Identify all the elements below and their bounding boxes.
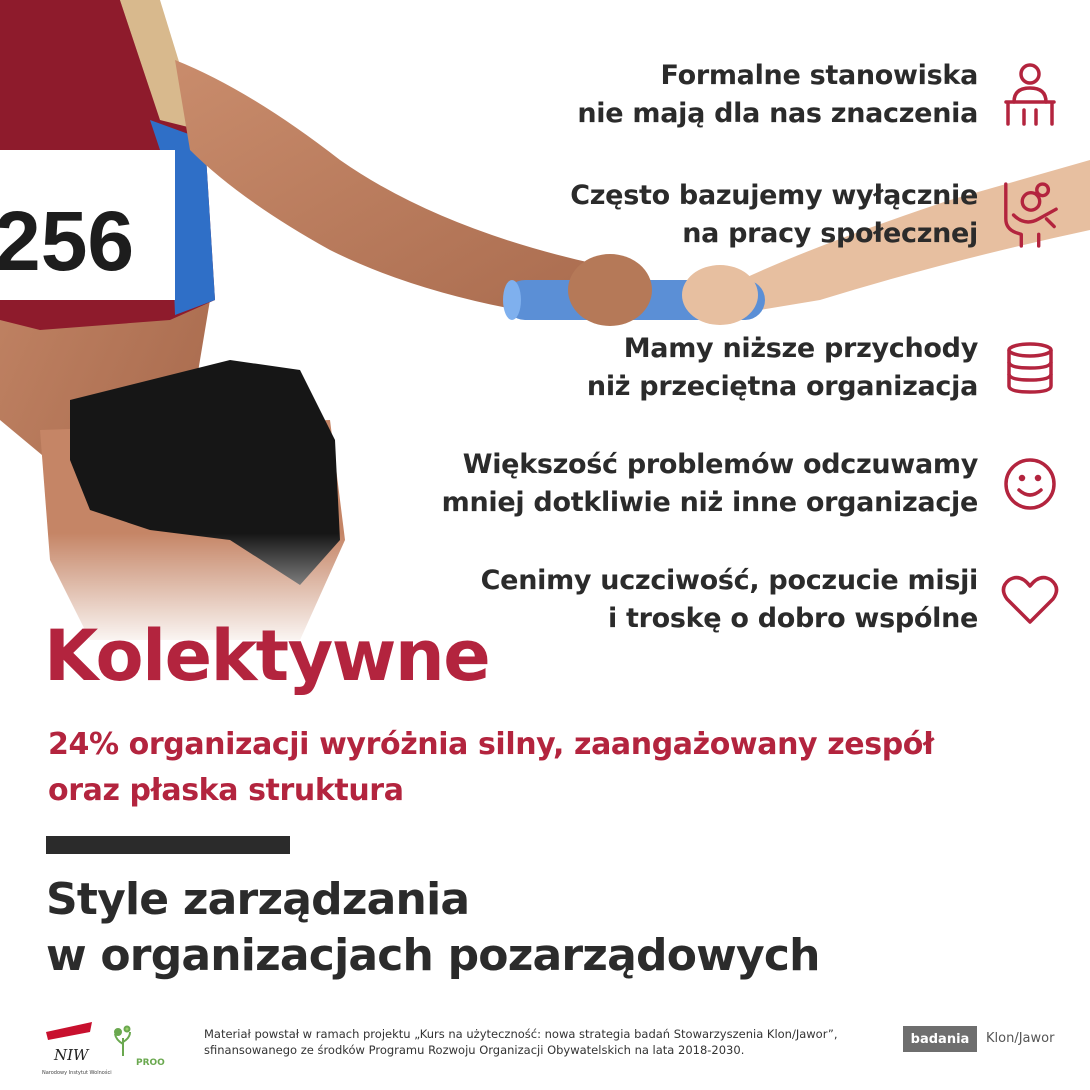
feature-item [160, 170, 1060, 260]
person-at-desk-icon [1000, 65, 1060, 125]
page-title [46, 872, 820, 984]
badania-badge: badania [903, 1026, 977, 1052]
coin-stack-icon [1000, 338, 1060, 398]
title-line: Style zarządzania [46, 874, 470, 925]
niw-logo-text: NIW [54, 1046, 89, 1064]
footer-note-line: sfinansowanego ze środków Programu Rozwoju Organizacji Obywatelskich na lata 2018-2030. [204, 1043, 745, 1057]
headline: Kolektywne [44, 615, 490, 697]
feature-item [160, 323, 1060, 413]
volunteer-hand-icon [1000, 185, 1060, 245]
footer [0, 1010, 1090, 1090]
divider [46, 836, 290, 854]
feature-line: Formalne stanowiska [660, 60, 978, 91]
proo-logo [112, 1024, 182, 1074]
klon-jawor-logo: Klon/Jawor [986, 1031, 1055, 1046]
feature-line: Cenimy uczciwość, poczucie misji [480, 565, 978, 596]
feature-line: na pracy społecznej [682, 218, 978, 249]
feature-item [160, 439, 1060, 529]
feature-line: nie mają dla nas znaczenia [577, 98, 978, 129]
footer-note [204, 1026, 864, 1058]
feature-line: Często bazujemy wyłącznie [570, 180, 978, 211]
subtitle-line: oraz płaska struktura [48, 773, 404, 808]
proo-logo-text: PROO [136, 1058, 165, 1068]
feature-item [160, 50, 1060, 140]
feature-line: Mamy niższe przychody [623, 333, 978, 364]
title-line: w organizacjach pozarządowych [46, 930, 820, 981]
niw-caption: Narodowy Instytut Wolności [42, 1070, 112, 1076]
heart-icon [1000, 570, 1060, 630]
feature-line: Większość problemów odczuwamy [462, 449, 978, 480]
smiley-icon [1000, 454, 1060, 514]
footer-note-line: Materiał powstał w ramach projektu „Kurs na użyteczność: nowa strategia badań Stowarzyszenia Klon/Jawor”, [204, 1027, 838, 1041]
feature-line: i troskę o dobro wspólne [607, 603, 978, 634]
feature-line: mniej dotkliwie niż inne organizacje [441, 487, 978, 518]
subtitle [48, 722, 1008, 814]
feature-line: niż przeciętna organizacja [586, 371, 978, 402]
niw-logo [40, 1018, 112, 1078]
subtitle-line: 24% organizacji wyróżnia silny, zaangażowany zespół [48, 727, 934, 762]
